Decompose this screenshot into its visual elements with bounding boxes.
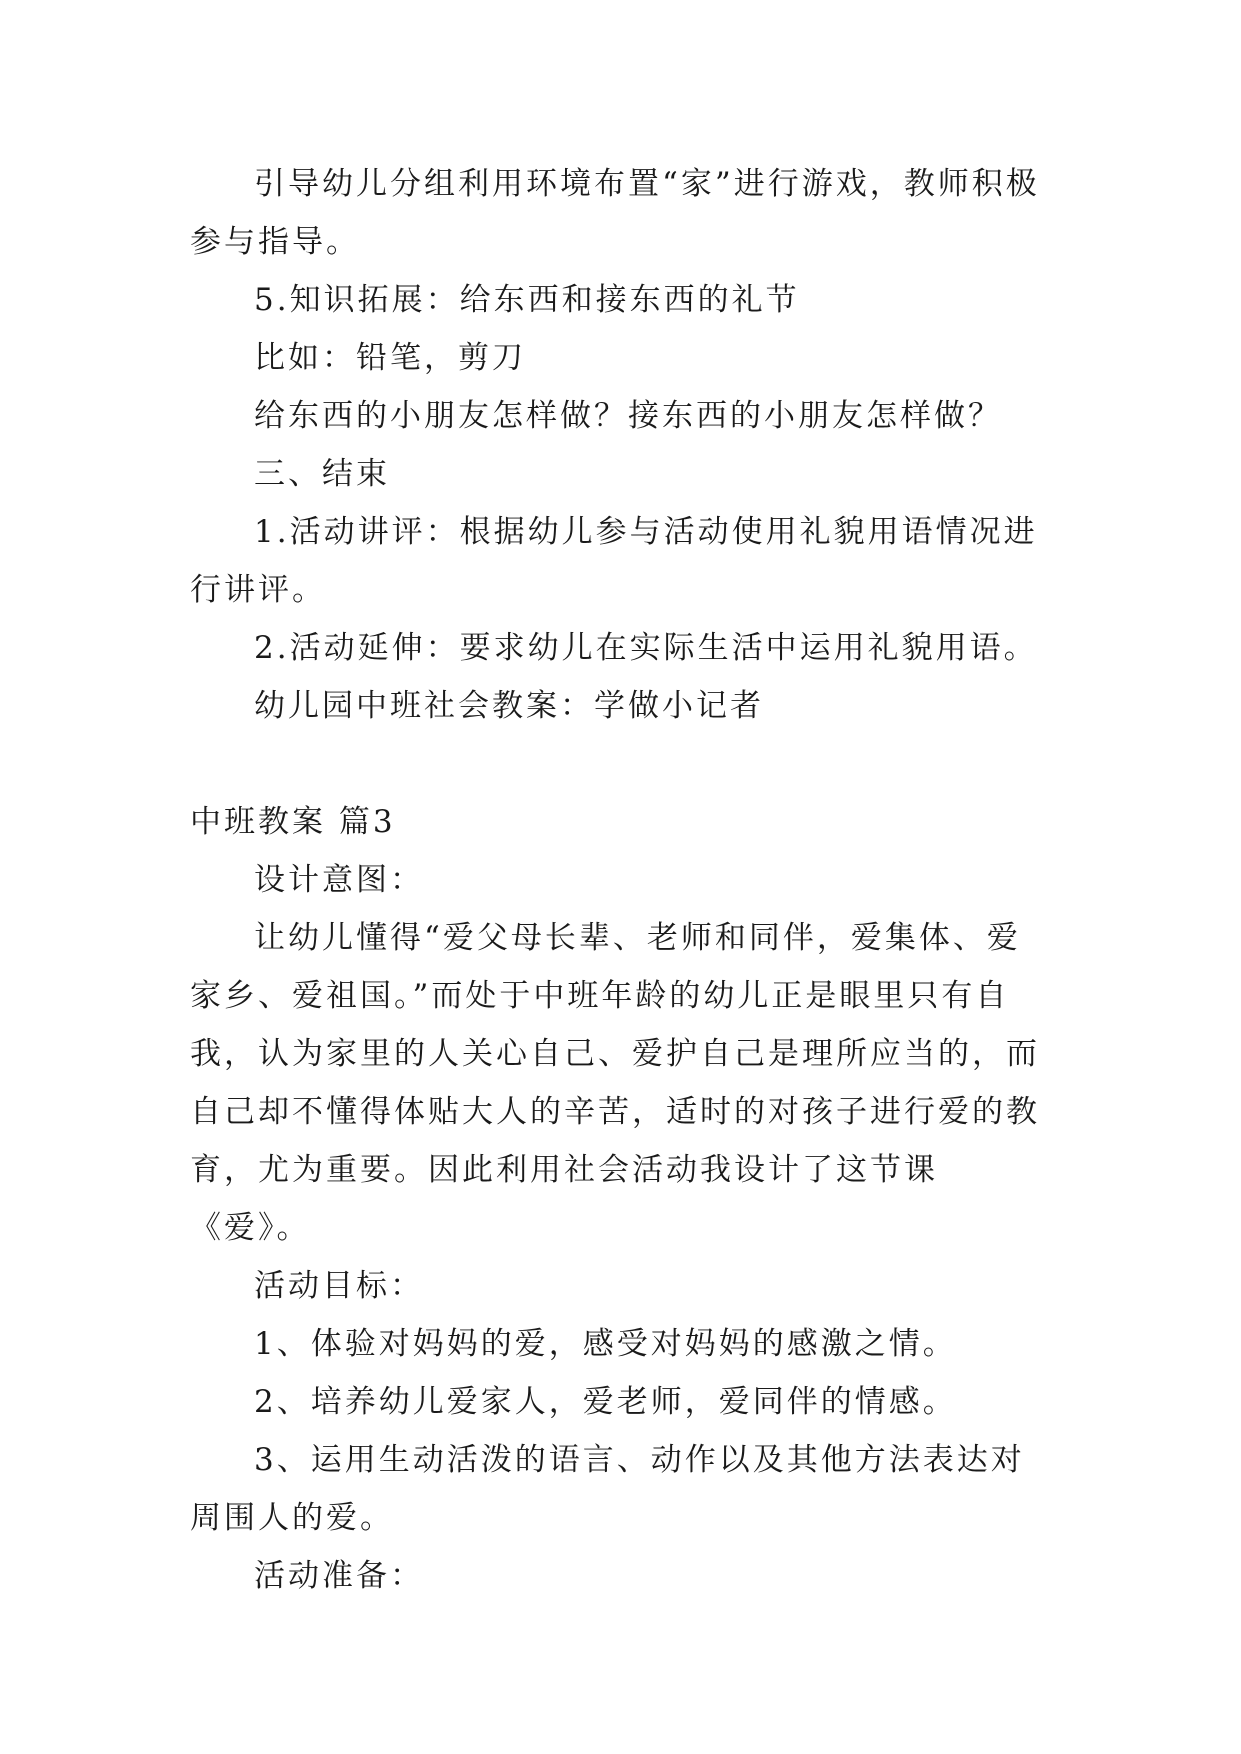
paragraph: 1、体验对妈妈的爱，感受对妈妈的感激之情。 [254, 1326, 957, 1362]
paragraph: 5.知识拓展：给东西和接东西的礼节 [254, 282, 800, 318]
paragraph: 2.活动延伸：要求幼儿在实际生活中运用礼貌用语。 [254, 630, 1038, 666]
paragraph: 3、运用生动活泼的语言、动作以及其他方法表达对周围人的爱。 [190, 1442, 1025, 1536]
paragraph: 幼儿园中班社会教案：学做小记者 [254, 688, 764, 724]
section-heading: 三、结束 [254, 456, 390, 492]
paragraph: 2、培养幼儿爱家人，爱老师，爱同伴的情感。 [254, 1384, 957, 1420]
paragraph: 让幼儿懂得“爱父母长辈、老师和同伴，爱集体、爱家乡、爱祖国。”而处于中班年龄的幼儿正是眼里只有自我，认为家里的人关心自己、爱护自己是理所应当的，而自己却不懂得体贴大人的辛苦，适时的对孩子进行爱的教育，尤为重要。因此利用社会活动我设计了这节课《爱》。 [190, 920, 1040, 1246]
section-title: 中班教案 篇3 [190, 804, 396, 840]
document-page [190, 155, 1050, 1605]
paragraph: 引导幼儿分组利用环境布置“家”进行游戏，教师积极参与指导。 [190, 166, 1040, 260]
paragraph: 活动准备： [254, 1558, 424, 1594]
paragraph: 1.活动讲评：根据幼儿参与活动使用礼貌用语情况进行讲评。 [190, 514, 1038, 608]
paragraph: 活动目标： [254, 1268, 424, 1304]
paragraph: 比如：铅笔，剪刀 [254, 340, 526, 376]
paragraph: 设计意图： [254, 862, 424, 898]
spacer [190, 735, 1050, 793]
paragraph: 给东西的小朋友怎样做？接东西的小朋友怎样做？ [254, 398, 1002, 434]
